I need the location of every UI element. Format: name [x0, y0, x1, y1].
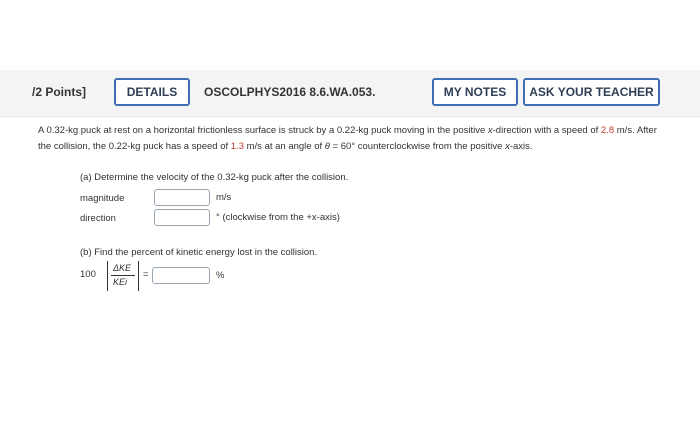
my-notes-button[interactable]: MY NOTES — [432, 78, 518, 106]
magnitude-unit: m/s — [216, 192, 232, 203]
problem-x-direction: x — [487, 125, 493, 136]
part-a-prompt: (a) Determine the velocity of the 0.32-kg puck after the collision. — [80, 172, 349, 183]
speed-value-1: 2.8 — [600, 125, 615, 136]
question-id: OSCOLPHYS2016 8.6.WA.053. — [204, 85, 376, 99]
fraction-numerator: ΔKE — [113, 263, 132, 273]
problem-x-axis: x — [505, 141, 510, 152]
fraction-line — [111, 275, 135, 276]
abs-bar-left — [107, 261, 108, 291]
ask-your-teacher-button[interactable]: ASK YOUR TEACHER — [523, 78, 660, 106]
equals-sign: = — [143, 269, 149, 280]
fraction-denominator: KEi — [113, 277, 128, 287]
percent-unit: % — [216, 270, 225, 281]
problem-text-4: m/s at an angle of — [243, 141, 325, 152]
problem-text-6: -axis. — [509, 141, 533, 152]
problem-text-1: A 0.32-kg puck at rest on a horizontal frictionless surface is struck by a 0.22-kg puck moving in the positive — [38, 125, 488, 136]
magnitude-label: magnitude — [80, 193, 125, 204]
problem-text-5: = 60° counterclockwise from the positive — [329, 141, 506, 152]
theta-symbol: θ — [324, 141, 330, 152]
abs-bar-right — [138, 261, 139, 291]
problem-text-2: -direction with a speed of — [492, 125, 601, 136]
direction-label: direction — [80, 213, 116, 224]
details-button[interactable]: DETAILS — [114, 78, 190, 106]
magnitude-input[interactable] — [154, 189, 210, 206]
percent-input[interactable] — [152, 267, 210, 284]
direction-unit: ° (clockwise from the +x-axis) — [216, 212, 340, 223]
points-label: /2 Points] — [32, 85, 87, 99]
problem-text-3: m/s. After the collision, the 0.22-kg puck has a speed of — [38, 125, 657, 152]
multiplier: 100 — [80, 269, 96, 280]
problem-statement — [38, 123, 668, 155]
speed-value-2: 1.3 — [230, 141, 244, 152]
part-b-prompt: (b) Find the percent of kinetic energy lost in the collision. — [80, 247, 318, 258]
direction-input[interactable] — [154, 209, 210, 226]
